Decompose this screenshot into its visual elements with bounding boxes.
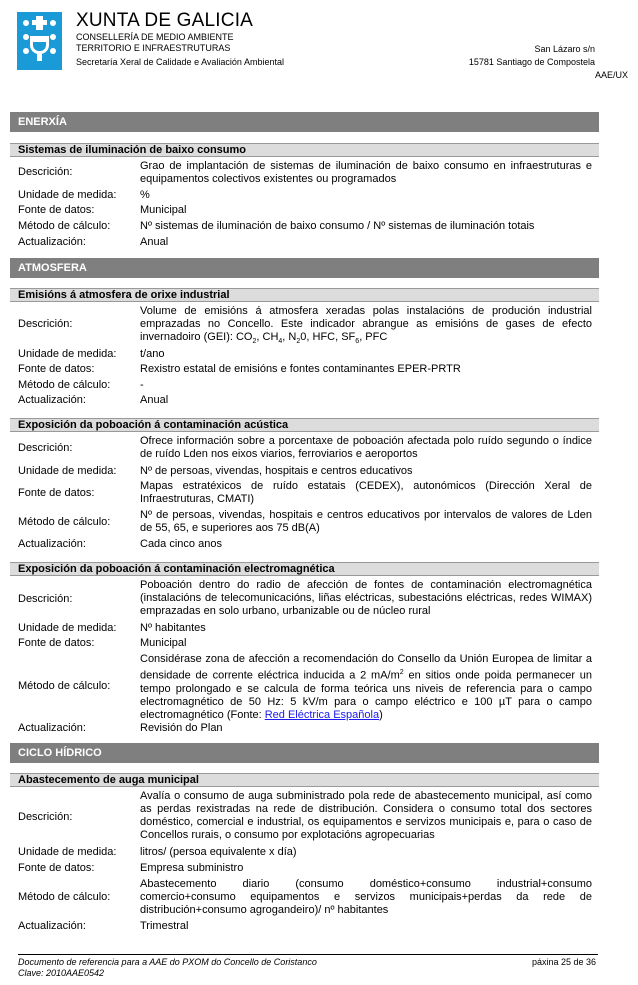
value-actualizacion: Revisión do Plan: [140, 722, 223, 734]
label-descricion: Descrición:: [18, 318, 73, 330]
label-metodo: Método de cálculo:: [18, 891, 111, 903]
value-fonte: Empresa subministro: [140, 862, 244, 874]
value-fonte: Municipal: [140, 204, 187, 216]
label-unidade: Unidade de medida:: [18, 622, 117, 634]
label-fonte: Fonte de datos:: [18, 204, 95, 216]
value-metodo: Nº sistemas de iluminación de baixo consumo / Nº sistemas de iluminación totais: [140, 220, 535, 232]
value-actualizacion: Anual: [140, 236, 169, 248]
org-title: XUNTA DE GALICIA: [76, 10, 254, 31]
value-actualizacion: Trimestral: [140, 920, 189, 932]
label-actualizacion: Actualización:: [18, 538, 86, 550]
red-electrica-link[interactable]: Red Eléctrica Española: [264, 708, 380, 721]
label-metodo: Método de cálculo:: [18, 516, 111, 528]
indicator-title: Exposición da poboación á contaminación electromagnética: [10, 562, 599, 576]
label-fonte: Fonte de datos:: [18, 862, 95, 874]
xunta-logo: [17, 12, 62, 70]
value-descricion: Avalía o consumo de auga subministrado pola rede de abastecemento municipal, así como as perdas rexistradas na rede de distribución. Considera o consumo total dos sectores doméstico, comercial e industrial, os equipamentos e servizos municipais e, para o caso de Concellos rurais, o consumo por explotacións agropecuarias: [140, 790, 592, 841]
value-fonte: Rexistro estatal de emisións e fontes contaminantes EPER-PRTR: [140, 363, 461, 375]
label-metodo: Método de cálculo:: [18, 220, 111, 232]
org-department: CONSELLERÍA DE MEDIO AMBIENTE: [76, 32, 234, 42]
value-fonte: Municipal: [140, 637, 187, 649]
label-actualizacion: Actualización:: [18, 920, 86, 932]
value-unidade: %: [140, 189, 150, 201]
address-city: 15781 Santiago de Compostela: [468, 57, 595, 67]
label-actualizacion: Actualización:: [18, 394, 86, 406]
label-fonte: Fonte de datos:: [18, 363, 95, 375]
value-actualizacion: Cada cinco anos: [140, 538, 222, 550]
value-unidade: litros/ (persoa equivalente x día): [140, 846, 297, 858]
value-metodo: Abastecemento diario (consumo doméstico+consumo industrial+consumo comercio+consumo equipamentos e servizos municipais+perdas da rede de distribución+consumo agrogandeiro)/ nº habitantes: [140, 878, 592, 916]
value-descricion: Poboación dentro do radio de afección de fontes de contaminación electromagnética (instalacións de telecomunicacións, liñas eléctricas, subestacións eléctricas, redes WIMAX) emprazadas en solo urbano, urbanizable ou de núcleo rural: [140, 579, 592, 617]
value-unidade: Nº habitantes: [140, 622, 206, 634]
chalice-icon: [30, 36, 49, 54]
footer-clave: Clave: 2010AAE0542: [18, 968, 105, 978]
label-actualizacion: Actualización:: [18, 722, 86, 734]
section-ciclo-hidrico: CICLO HÍDRICO: [10, 743, 599, 763]
footer-document: Documento de referencia para a AAE do PXOM do Concello de Coristanco: [18, 957, 317, 967]
label-descricion: Descrición:: [18, 593, 73, 605]
org-secretariat: Secretaría Xeral de Calidade e Avaliación Ambiental: [76, 57, 284, 67]
page-number: páxina 25 de 36: [531, 957, 596, 967]
value-descricion: Ofrece información sobre a porcentaxe de poboación afectada polo ruído segundo o índice de ruído Lden nos eixos viarios, ferroviarios e aeroportos: [140, 435, 592, 460]
indicator-title: Sistemas de iluminación de baixo consumo: [10, 143, 599, 157]
value-metodo: Nº de persoas, vivendas, hospitais e centros educativos por intervalos de valores de Lden de 55, 65, e superiores aos 75 dB(A): [140, 509, 592, 534]
document-code: AAE/UX: [594, 70, 628, 80]
value-unidade: t/ano: [140, 348, 165, 360]
value-actualizacion: Anual: [140, 394, 169, 406]
value-descricion: Volume de emisións á atmosfera xeradas polas instalacións de produción industrial emprazadas no Concello. Este indicador abrangue as emisións de gases de efecto invernadoiro (GEI): $CO_2$, $CH_4$, $N_20$, HFC, $SF_6$, PFC: [140, 305, 592, 346]
org-department-2: TERRITORIO E INFRAESTRUTURAS: [76, 43, 231, 53]
footer-divider: [18, 954, 598, 955]
label-metodo: Método de cálculo:: [18, 379, 111, 391]
indicator-title: Emisións á atmosfera de orixe industrial: [10, 288, 599, 302]
section-enerxia: ENERXÍA: [10, 112, 599, 132]
value-fonte: Mapas estratéxicos de ruído estatais (CEDEX), autonómicos (Dirección Xeral de Infraestruturas, CMATI): [140, 480, 592, 505]
value-metodo: -: [140, 379, 144, 391]
label-unidade: Unidade de medida:: [18, 846, 117, 858]
label-unidade: Unidade de medida:: [18, 465, 117, 477]
label-unidade: Unidade de medida:: [18, 189, 117, 201]
indicator-title: Exposición da poboación á contaminación acústica: [10, 418, 599, 432]
label-descricion: Descrición:: [18, 811, 73, 823]
value-unidade: Nº de persoas, vivendas, hospitais e centros educativos: [140, 465, 413, 477]
value-metodo: Considérase zona de afección a recomendación do Consello da Unión Europea de limitar a densidade de corrente eléctrica inducida a 2 $mA/m^2$ en sitios onde poida permanecer un tempo prolongado e se calcula de forma teórica uns niveis de referencia para o campo electromagnético de 50 Hz: 5 kV/m para o campo eléctrico e 100 µT para o campo electromagnético (Fonte: Red Eléctrica Española): [140, 653, 593, 721]
label-metodo: Método de cálculo:: [18, 680, 111, 692]
label-unidade: Unidade de medida:: [18, 348, 117, 360]
label-descricion: Descrición:: [18, 442, 73, 454]
indicator-title: Abastecemento de auga municipal: [10, 773, 599, 787]
section-atmosfera: ATMOSFERA: [10, 258, 599, 278]
address-street: San Lázaro s/n: [534, 44, 595, 54]
label-fonte: Fonte de datos:: [18, 487, 95, 499]
label-descricion: Descrición:: [18, 166, 73, 178]
value-descricion: Grao de implantación de sistemas de iluminación de baixo consumo en infraestruturas e equipamentos colectivos existentes ou programados: [140, 160, 592, 185]
label-actualizacion: Actualización:: [18, 236, 86, 248]
label-fonte: Fonte de datos:: [18, 637, 95, 649]
